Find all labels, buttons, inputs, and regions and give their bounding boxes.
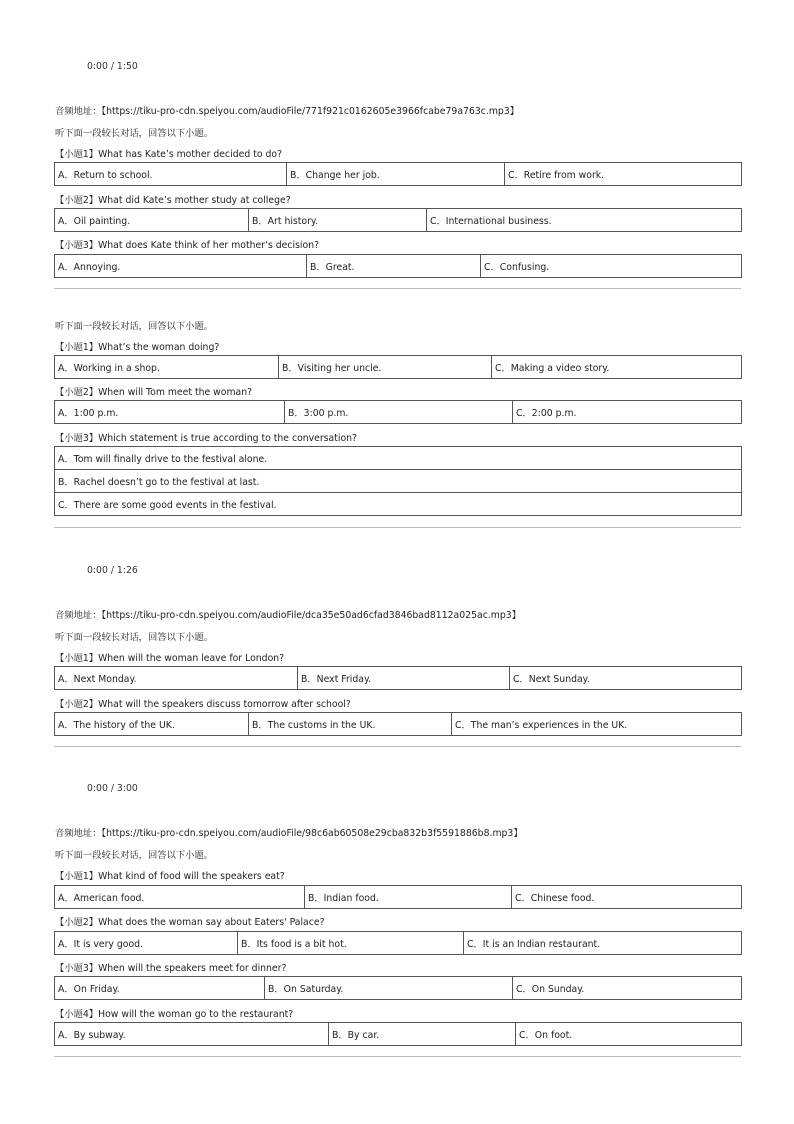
question-prompt: 【小题1】What has Kate’s mother decided to do? (55, 149, 283, 160)
options-table (54, 976, 742, 1000)
instruction: 听下面一段较长对话，回答以下小题。 (55, 632, 214, 643)
option-a[interactable]: A．American food. (55, 886, 305, 909)
options-table (54, 208, 742, 232)
question-prompt: 【小题3】What does Kate think of her mother’s decision? (55, 240, 320, 251)
option-a[interactable]: A．Next Monday. (55, 667, 298, 690)
options-table (54, 666, 742, 690)
option-c[interactable]: C．On foot. (516, 1023, 742, 1046)
option-c[interactable]: C．There are some good events in the festival. (55, 493, 742, 516)
instruction: 听下面一段较长对话，回答以下小题。 (55, 321, 214, 332)
question-prompt: 【小题1】What kind of food will the speakers eat? (55, 871, 285, 882)
option-b[interactable]: B．Visiting her uncle. (279, 356, 492, 379)
question-prompt: 【小题1】What’s the woman doing? (55, 342, 220, 353)
option-c[interactable]: C．Retire from work. (505, 163, 742, 186)
question-prompt: 【小题2】What does the woman say about Eaters' Palace? (55, 917, 325, 928)
option-b[interactable]: B．Next Friday. (298, 667, 510, 690)
option-a[interactable]: A．Tom will finally drive to the festival alone. (55, 447, 742, 470)
option-a[interactable]: A．It is very good. (55, 932, 238, 955)
options-table (54, 355, 742, 379)
section-divider (54, 746, 741, 747)
option-c[interactable]: C．Chinese food. (512, 886, 742, 909)
question-prompt: 【小题2】What did Kate’s mother study at college? (55, 195, 291, 206)
options-table (54, 1022, 742, 1046)
option-c[interactable]: C．The man’s experiences in the UK. (452, 713, 742, 736)
option-a[interactable]: A．By subway. (55, 1023, 329, 1046)
option-c[interactable]: C．On Sunday. (513, 977, 742, 1000)
option-b[interactable]: B．On Saturday. (265, 977, 513, 1000)
audio-player-time[interactable]: 0:00 / 1:50 (87, 61, 138, 72)
options-table (54, 254, 742, 278)
option-c[interactable]: C．2:00 p.m. (513, 401, 742, 424)
question-prompt: 【小题3】When will the speakers meet for dinner? (55, 963, 287, 974)
section-divider (54, 527, 741, 528)
option-b[interactable]: B．Indian food. (305, 886, 512, 909)
section-divider (54, 1056, 741, 1057)
options-table (54, 885, 742, 909)
option-a[interactable]: A．Annoying. (55, 255, 307, 278)
option-a[interactable]: A．Oil painting. (55, 209, 249, 232)
option-a[interactable]: A．On Friday. (55, 977, 265, 1000)
question-prompt: 【小题3】Which statement is true according to the conversation? (55, 433, 357, 444)
option-c[interactable]: C．Making a video story. (492, 356, 742, 379)
instruction: 听下面一段较长对话，回答以下小题。 (55, 128, 214, 139)
options-table (54, 162, 742, 186)
option-c[interactable]: C．It is an Indian restaurant. (464, 932, 742, 955)
audio-player-time[interactable]: 0:00 / 3:00 (87, 783, 138, 794)
option-b[interactable]: B．Art history. (249, 209, 427, 232)
audio-player-time[interactable]: 0:00 / 1:26 (87, 565, 138, 576)
section-divider (54, 288, 741, 289)
option-a[interactable]: A．Working in a shop. (55, 356, 279, 379)
option-a[interactable]: A．1:00 p.m. (55, 401, 285, 424)
question-prompt: 【小题1】When will the woman leave for London? (55, 653, 285, 664)
option-c[interactable]: C．Next Sunday. (510, 667, 742, 690)
question-prompt: 【小题4】How will the woman go to the restaurant? (55, 1009, 294, 1020)
audio-url: 音频地址：【https://tiku-pro-cdn.speiyou.com/audioFile/771f921c0162605e3966fcabe79a763c.mp3】 (55, 106, 520, 117)
options-table (54, 400, 742, 424)
option-c[interactable]: C．Confusing. (481, 255, 742, 278)
option-b[interactable]: B．The customs in the UK. (249, 713, 452, 736)
question-prompt: 【小题2】When will Tom meet the woman? (55, 387, 253, 398)
option-a[interactable]: A．Return to school. (55, 163, 287, 186)
options-table (54, 931, 742, 955)
option-b[interactable]: B．Great. (307, 255, 481, 278)
option-a[interactable]: A．The history of the UK. (55, 713, 249, 736)
option-b[interactable]: B．Its food is a bit hot. (238, 932, 464, 955)
options-table (54, 446, 742, 516)
option-b[interactable]: B．3:00 p.m. (285, 401, 513, 424)
option-b[interactable]: B．Rachel doesn’t go to the festival at last. (55, 470, 742, 493)
option-b[interactable]: B．By car. (329, 1023, 516, 1046)
option-b[interactable]: B．Change her job. (287, 163, 505, 186)
option-c[interactable]: C．International business. (427, 209, 742, 232)
instruction: 听下面一段较长对话，回答以下小题。 (55, 850, 214, 861)
audio-url: 音频地址：【https://tiku-pro-cdn.speiyou.com/audioFile/dca35e50ad6cfad3846bad8112a025ac.mp3】 (55, 610, 521, 621)
question-prompt: 【小题2】What will the speakers discuss tomorrow after school? (55, 699, 351, 710)
audio-url: 音频地址：【https://tiku-pro-cdn.speiyou.com/audioFile/98c6ab60508e29cba832b3f5591886b8.mp3】 (55, 828, 523, 839)
options-table (54, 712, 742, 736)
